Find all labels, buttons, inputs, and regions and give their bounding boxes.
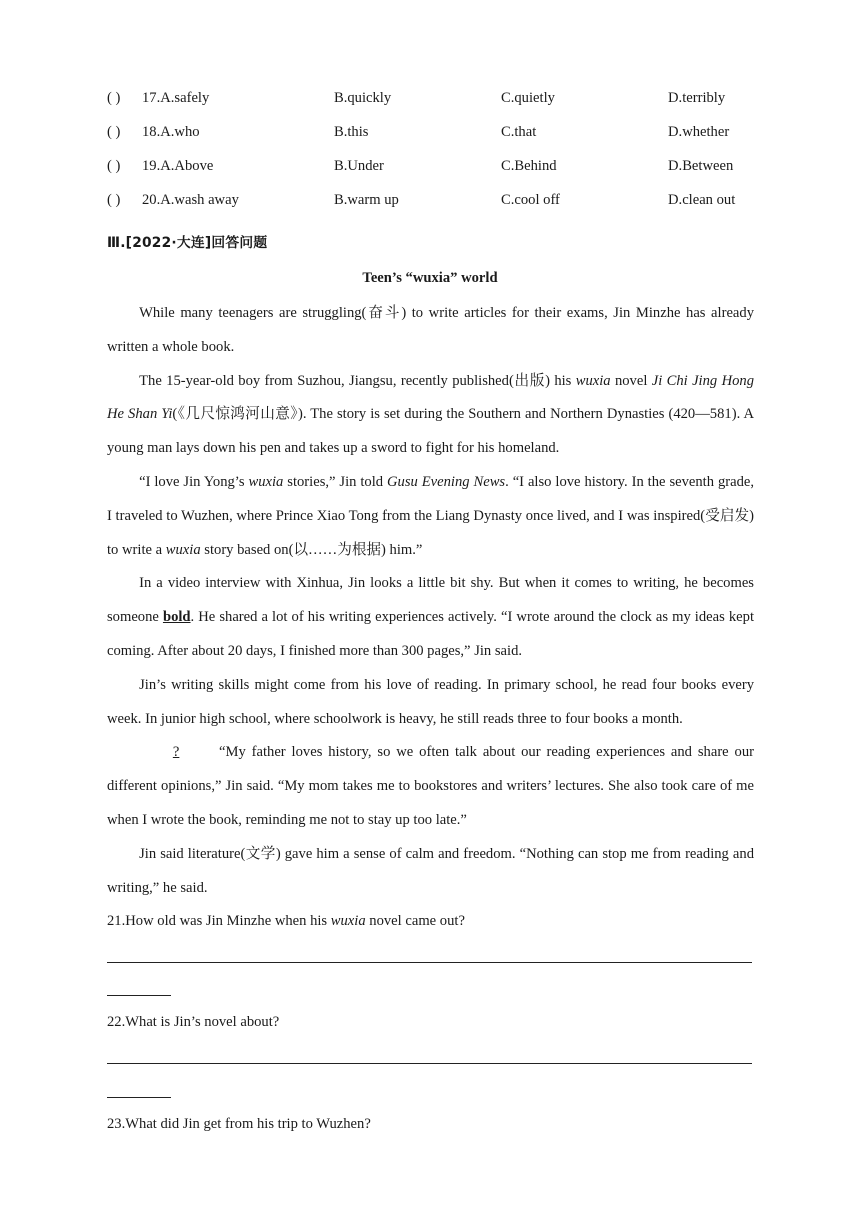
option-b: B.Under — [334, 158, 384, 174]
option-a: 20.A.wash away — [142, 192, 239, 208]
option-a: 19.A.Above — [142, 158, 214, 174]
novel-title: Ji Chi Jing Hong He Shan Yi — [107, 372, 754, 423]
newspaper-name: Gusu Evening News — [387, 473, 506, 490]
option-d: D.whether — [668, 124, 730, 140]
question-21: 21.How old was Jin Minzhe when his wuxia novel came out? — [107, 913, 465, 929]
reading-passage — [107, 297, 754, 905]
paragraph-2: The 15-year-old boy from Suzhou, Jiangsu, recently published(出版) his wuxia novel Ji Chi Jing Hong He Shan Yi(《几尺惊鸿河山意》). The story is set during the Southern and Northern Dynasties (420—581). A young man lays down his pen and takes up a sword to fight for his homeland. — [107, 372, 754, 457]
sentence-blank[interactable]: ? — [172, 744, 180, 761]
option-b: B.warm up — [334, 192, 399, 208]
passage-title: Teen’s “wuxia” world — [362, 270, 498, 286]
answer-blank[interactable]: ( ) — [107, 158, 121, 174]
option-d: D.terribly — [668, 90, 726, 106]
option-row-17 — [107, 90, 767, 110]
paragraph-6: ? “My father loves history, so we often talk about our reading experiences and share our different opinions,” Jin said. “My mom takes me to bookstores and writers’ lectures. She also took care of me when I wrote the book, reminding me not to stay up too late.” — [107, 736, 754, 837]
option-row-19 — [107, 158, 767, 178]
bold-keyword: bold — [162, 609, 191, 626]
paragraph-7: Jin said literature(文学) gave him a sense of calm and freedom. “Nothing can stop me from reading and writing,” he said. — [107, 845, 754, 896]
option-d: D.Between — [668, 158, 734, 174]
option-a: 17.A.safely — [142, 90, 210, 106]
question-22: 22.What is Jin’s novel about? — [107, 1014, 280, 1030]
paragraph-5: Jin’s writing skills might come from his love of reading. In primary school, he read four books every week. In junior high school, where schoolwork is heavy, he still reads three to four books a month. — [107, 676, 754, 727]
answer-blank[interactable]: ( ) — [107, 90, 121, 106]
answer-line-21-cont[interactable] — [107, 995, 171, 996]
option-c: C.Behind — [501, 158, 557, 174]
answer-blank[interactable]: ( ) — [107, 124, 121, 140]
answer-line-21[interactable] — [107, 962, 752, 963]
paragraph-3: “I love Jin Yong’s wuxia stories,” Jin told Gusu Evening News. “I also love history. In the seventh grade, I traveled to Wuzhen, where Prince Xiao Tong from the Liang Dynasty once lived, and I was inspired(受启发) to write a wuxia story based on(以……为根据) him.” — [107, 473, 755, 558]
option-c: C.quietly — [501, 90, 555, 106]
answer-line-22[interactable] — [107, 1063, 752, 1064]
option-b: B.this — [334, 124, 369, 140]
option-row-20 — [107, 192, 767, 212]
answer-line-22-cont[interactable] — [107, 1097, 171, 1098]
paragraph-1: While many teenagers are struggling(奋斗) to write articles for their exams, Jin Minzhe has already written a whole book. — [107, 305, 754, 355]
option-c: C.cool off — [501, 192, 560, 208]
answer-blank[interactable]: ( ) — [107, 192, 121, 208]
option-c: C.that — [501, 124, 537, 140]
option-b: B.quickly — [334, 90, 392, 106]
option-d: D.clean out — [668, 192, 736, 208]
section-heading: Ⅲ.[2022·大连]回答问题 — [107, 235, 268, 251]
paragraph-4: In a video interview with Xinhua, Jin looks a little bit shy. But when it comes to writing, he becomes someone bold. He shared a lot of his writing experiences actively. “I wrote around the clock as my ideas kept coming. After about 20 days, I finished more than 300 pages,” Jin said. — [107, 575, 754, 659]
option-a: 18.A.who — [142, 124, 200, 140]
option-row-18 — [107, 124, 767, 144]
question-23: 23.What did Jin get from his trip to Wuzhen? — [107, 1116, 371, 1132]
